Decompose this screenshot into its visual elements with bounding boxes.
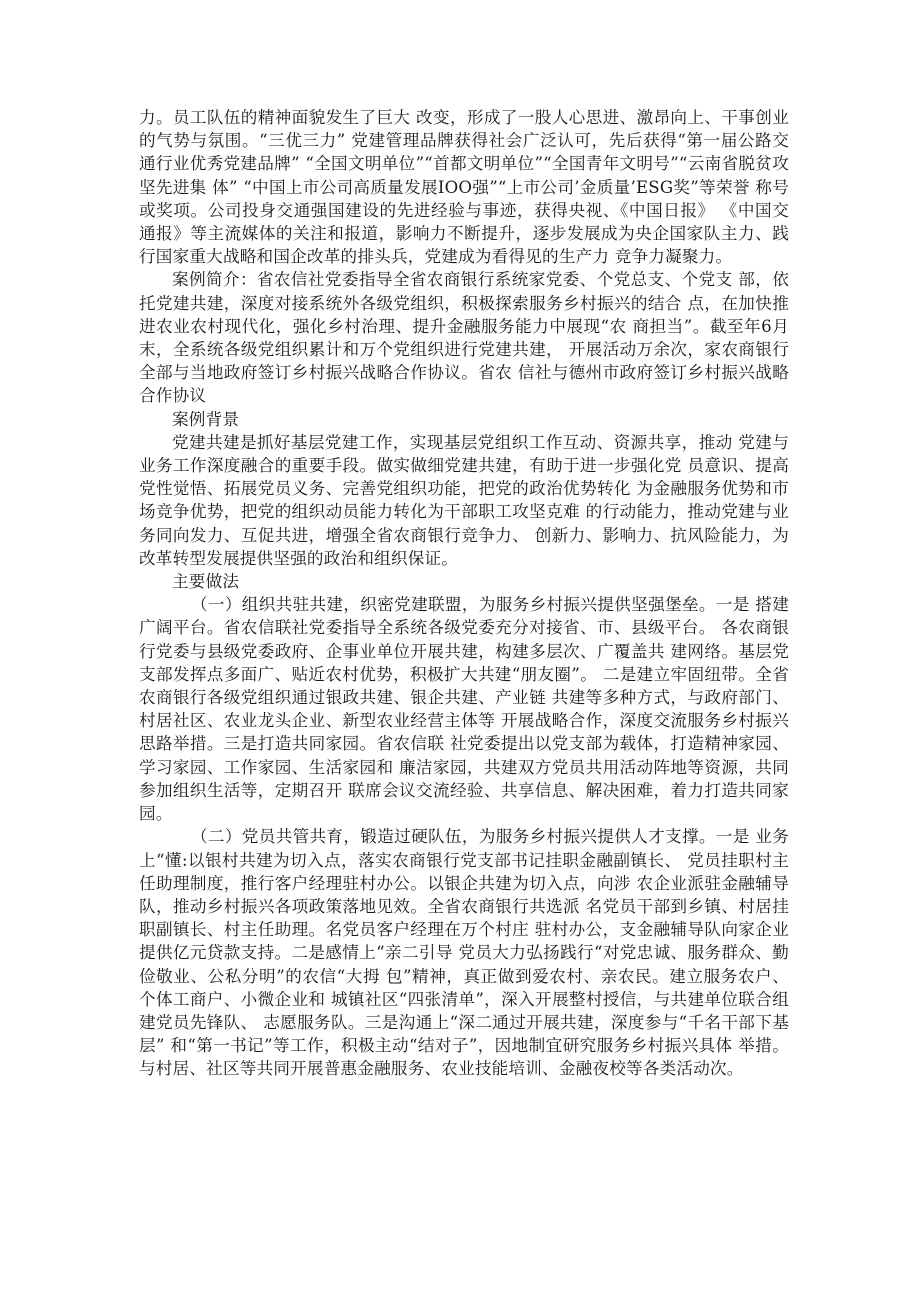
intro-paragraph: 力。员工队伍的精神面貌发生了巨大 改变，形成了一股人心思进、激昂向上、干事创业的气势与氛围。“三优三力” 党建管理品牌获得社会广泛认可，先后获得“第一届公路交通行业优秀党建品牌” “全国文明单位”“首都文明单位”“全国青年文明号”“云南省脱贫攻坚先进集 体” “中国上市公司高质量发展IOO强”“上市公司’金质量’ESG奖”等荣誉 称号或奖项。公司投身交通强国建设的先进经验与事迹，获得央视、《中国日报》 《中国交通报》等主流媒体的关注和报道，影响力不断提升，逐步发展成为央企国家队主力、践行国家重大战略和国企改革的排头兵，党建成为看得见的生产力 竞争力凝聚力。 xyxy=(139,108,789,267)
method-2-paragraph: （二）党员共管共育，锻造过硬队伍，为服务乡村振兴提供人才支撑。一是 业务上“懂:以银村共建为切入点，落实农商银行党支部书记挂职金融副镇长、 党员挂职村主任助理制度，推行客户经理驻村办公。以银企共建为切入点，向涉 农企业派驻金融辅导队，推动乡村振兴各项政策落地见效。全省农商银行共选派 名党员干部到乡镇、村居挂职副镇长、村主任助理。名党员客户经理在万个村庄 驻村办公，支金融辅导队向家企业提供亿元贷款支持。二是感情上“亲二引导 党员大力弘扬践行“对党忠诚、服务群众、勤俭敬业、公私分明”的农信“大拇 包”精神，真正做到爱农村、亲农民。建立服务农户、个体工商户、小微企业和 城镇社区“四张清单”，深入开展整村授信，与共建单位联合组建党员先锋队、 志愿服务队。三是沟通上“深二通过开展共建，深度参与“千名干部下基层” 和“第一书记”等工作，积极主动“结对子”，因地制宜研究服务乡村振兴具体 举措。与村居、社区等共同开展普惠金融服务、农业技能培训、金融夜校等各类活动次。 xyxy=(139,827,789,1079)
document-body xyxy=(139,106,789,1081)
methods-heading: 主要做法 xyxy=(172,572,240,592)
method-1-paragraph: （一）组织共驻共建，织密党建联盟，为服务乡村振兴提供坚强堡垒。一是 搭建广阔平台。省农信联社党委指导全系统各级党委充分对接省、市、县级平台。 各农商银行党委与县级党委政府、企事业单位开展共建，构建多层次、广覆盖共 建网络。基层党支部发挥点多面广、贴近农村优势，积极扩大共建“朋友圈”。 二是建立牢固纽带。全省农商银行各级党组织通过银政共建、银企共建、产业链 共建等多种方式，与政府部门、村居社区、农业龙头企业、新型农业经营主体等 开展战略合作，深度交流服务乡村振兴思路举措。三是打造共同家园。省农信联 社党委提出以党支部为载体，打造精神家园、学习家园、工作家园、生活家园和 廉洁家园，共建双方党员共用活动阵地等资源，共同参加组织生活等，定期召开 联席会议交流经验、共享信息、解决困难，着力打造共同家园。 xyxy=(139,595,789,824)
background-paragraph: 党建共建是抓好基层党建工作，实现基层党组织工作互动、资源共享，推动 党建与业务工作深度融合的重要手段。做实做细党建共建，有助于进一步强化党 员意识、提高党性觉悟、拓展党员义务、完善党组织功能，把党的政治优势转化 为金融服务优势和市场竞争优势，把党的组织动员能力转化为干部职工攻坚克难 的行动能力，推动党建与业务同向发力、互促共进，增强全省农商银行竞争力、 创新力、影响力、抗风险能力，为改革转型发展提供坚强的政治和组织保证。 xyxy=(139,432,789,568)
background-heading: 案例背景 xyxy=(172,409,240,429)
case-summary-paragraph: 案例简介：省农信社党委指导全省农商银行系统家党委、个党总支、个党支 部，依托党建共建，深度对接系统外各级党组织，积极探索服务乡村振兴的结合 点，在加快推进农业农村现代化，强化乡村治理、提升金融服务能力中展现“农 商担当”。截至年6月末，全系统各级党组织累计和万个党组织进行党建共建， 开展活动万余次，家农商银行全部与当地政府签订乡村振兴战略合作协议。省农 信社与德州市政府签订乡村振兴战略合作协议 xyxy=(139,270,789,406)
